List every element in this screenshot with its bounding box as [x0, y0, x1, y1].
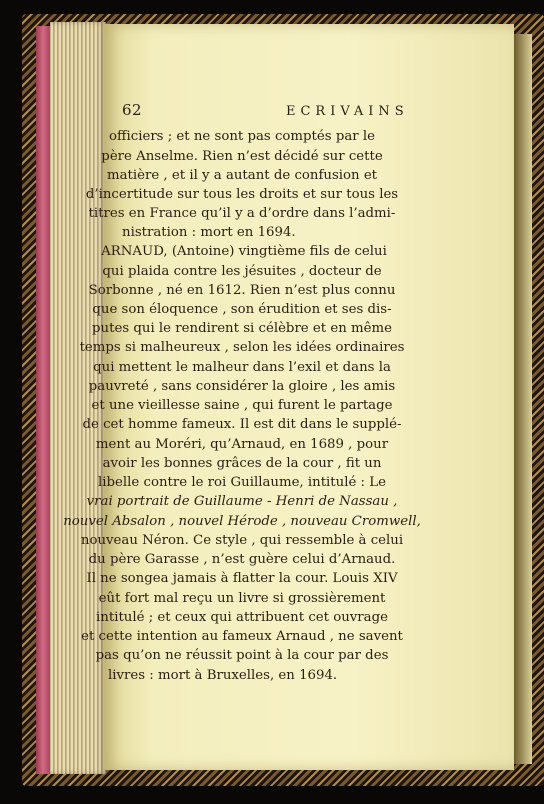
text-line: nistration : mort en 1694. [122, 225, 296, 240]
text-line: temps si malheureux , selon les idées ordinaires [79, 340, 405, 355]
text-line: du père Garasse , n’est guère celui d’Arnaud. [88, 552, 396, 567]
text-line: vrai portrait de Guillaume - Henri de Nassau , [86, 494, 398, 509]
text-line: Il ne songea jamais à flatter la cour. Louis XIV [86, 571, 398, 586]
text-line: qui plaida contre les jésuites , docteur de [102, 264, 382, 279]
text-line: avoir les bonnes grâces de la cour , fit un [102, 456, 382, 471]
text-line: Sorbonne , né en 1612. Rien n’est plus connu [88, 283, 396, 298]
text-line: matière , et il y a autant de confusion et [106, 168, 378, 183]
text-line: de cet homme fameux. Il est dit dans le supplé- [82, 417, 402, 432]
text-line: intitulé ; et ceux qui attribuent cet ouvrage [96, 610, 388, 625]
text-line: titres en France qu’il y a d’ordre dans l’admi- [88, 206, 396, 221]
text-line: nouvel Absalon , nouvel Hérode , nouveau Cromwell, [63, 514, 421, 529]
text-line: officiers ; et ne sont pas comptés par le [109, 129, 375, 144]
entry-heading-line: ARNAUD, (Antoine) vingtième fils de celui [101, 244, 387, 259]
text-line: et une vieillesse saine , qui furent le partage [91, 398, 393, 413]
text-line: nouveau Néron. Ce style , qui ressemble à celui [80, 533, 404, 548]
text-line: qui mettent le malheur dans l’exil et dans la [93, 360, 391, 375]
text-line: d’incertitude sur tous les droits et sur tous les [85, 187, 399, 202]
text-line: père Anselme. Rien n’est décidé sur cette [101, 149, 383, 164]
running-head: ECRIVAINS [286, 104, 409, 119]
text-line: pauvreté , sans considérer la gloire , les amis [88, 379, 396, 394]
page-number: 62 [122, 101, 143, 119]
facing-page-edge [514, 34, 532, 764]
text-line: pas qu’on ne réussit point à la cour par des [95, 648, 389, 663]
text-line: eût fort mal reçu un livre si grossièrement [98, 591, 386, 606]
text-line: et cette intention au fameux Arnaud , ne savent [81, 629, 403, 644]
text-line: que son éloquence , son érudition et ses dis- [92, 302, 392, 317]
book-edge-pink [36, 26, 50, 774]
text-line: ment au Moréri, qu’Arnaud, en 1689 , pour [95, 437, 389, 452]
text-line: putes qui le rendirent si célèbre et en même [92, 321, 392, 336]
text-line: livres : mort à Bruxelles, en 1694. [108, 668, 338, 683]
text-line: libelle contre le roi Guillaume, intitulé : Le [98, 475, 386, 490]
